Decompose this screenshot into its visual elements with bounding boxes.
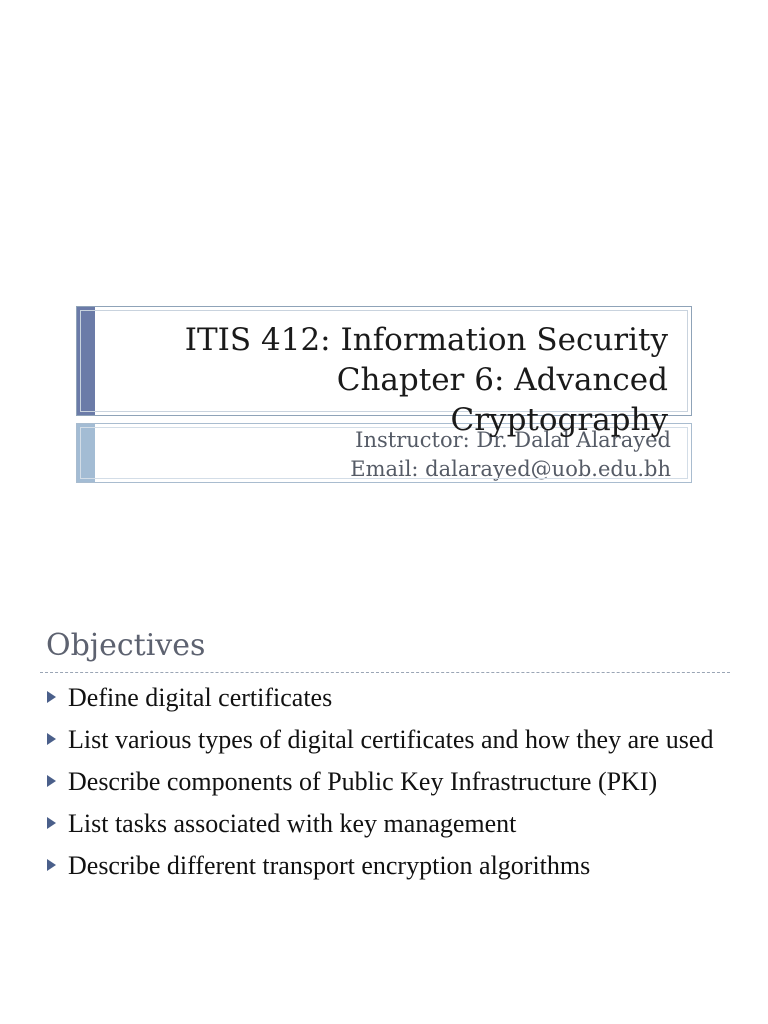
list-item [46, 680, 726, 715]
triangle-bullet-icon [47, 733, 56, 745]
triangle-bullet-icon [47, 691, 56, 703]
instructor-text: Instructor: Dr. Dalal Alarayed [355, 428, 671, 452]
slide-title [108, 320, 668, 440]
email-text: Email: dalarayed@uob.edu.bh [350, 457, 671, 481]
list-item [46, 848, 726, 883]
list-item [46, 764, 726, 799]
list-item-text: List various types of digital certificates and how they are used [68, 725, 714, 754]
list-item-text: Define digital certificates [68, 683, 333, 712]
title-line-2: Chapter 6: Advanced [336, 362, 668, 398]
title-accent-bar [77, 307, 95, 415]
list-item [46, 722, 726, 757]
triangle-bullet-icon [47, 775, 56, 787]
objectives-heading: Objectives [46, 628, 206, 663]
objectives-list [46, 680, 726, 890]
list-item [46, 806, 726, 841]
heading-divider [40, 672, 730, 673]
list-item-text: List tasks associated with key management [68, 809, 517, 838]
list-item-text: Describe different transport encryption algorithms [68, 851, 591, 880]
list-item-text: Describe components of Public Key Infrastructure (PKI) [68, 767, 658, 796]
title-line-1: ITIS 412: Information Security [184, 322, 668, 358]
objectives-slide [0, 610, 768, 1024]
triangle-bullet-icon [47, 859, 56, 871]
subtitle-accent-bar [77, 424, 95, 482]
title-line-3: Cryptography [450, 402, 668, 438]
triangle-bullet-icon [47, 817, 56, 829]
